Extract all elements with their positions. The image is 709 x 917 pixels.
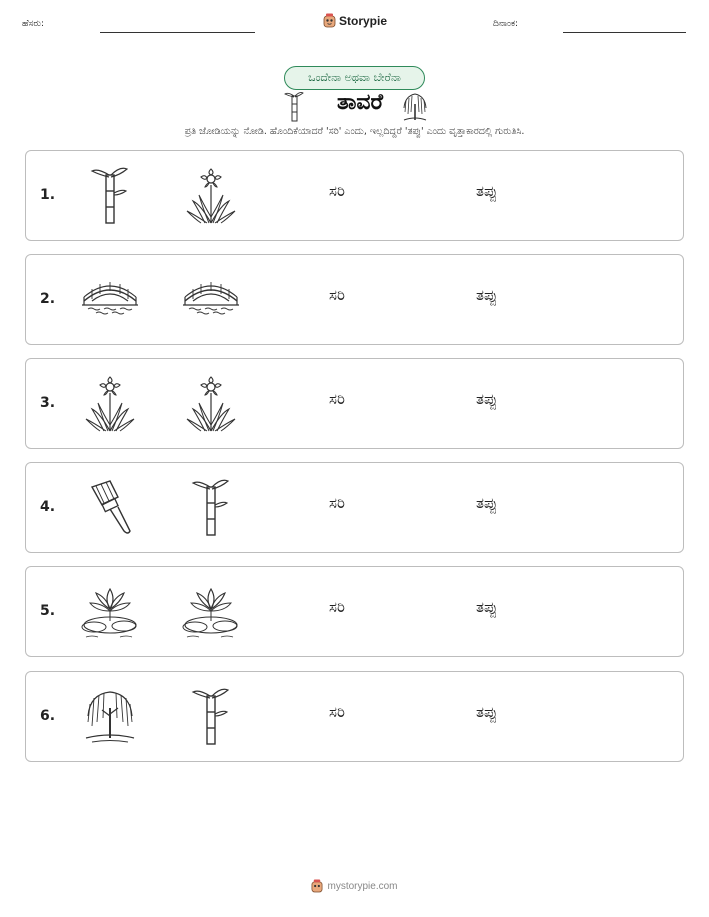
option-correct[interactable]: ಸರಿ — [329, 703, 345, 721]
title-row — [280, 88, 440, 124]
worksheet-header — [0, 0, 709, 50]
question-number: 1. — [40, 187, 56, 203]
worksheet-title: ತಾವರೆ — [336, 90, 384, 115]
option-wrong[interactable]: ತಪ್ಪು — [476, 286, 498, 304]
option-correct[interactable]: ಸರಿ — [329, 390, 345, 408]
storypie-mascot-icon — [311, 879, 323, 893]
option-correct[interactable]: ಸರಿ — [329, 494, 345, 512]
bamboo-icon — [284, 90, 304, 122]
name-label: ಹೆಸರು: — [22, 19, 45, 29]
question-number: 4. — [40, 499, 56, 515]
date-field-line — [563, 32, 686, 33]
option-wrong[interactable]: ತಪ್ಪು — [476, 494, 498, 512]
willow-tree-icon — [400, 90, 430, 122]
lotus-icon — [181, 581, 241, 641]
option-correct[interactable]: ಸರಿ — [329, 182, 345, 200]
footer-site-link[interactable]: mystorypie.com — [327, 880, 398, 892]
instructions-text: ಪ್ರತಿ ಜೋಡಿಯನ್ನು ನೋಡಿ. ಹೊಂದಿಕೆಯಾದರೆ 'ಸರಿ' ಎಂದು, ಇಲ್ಲದಿದ್ದರೆ 'ತಪ್ಪು' ಎಂದು ವೃತ್ತಾಕಾರದಲ್ಲಿ ಗುರುತಿಸಿ. — [184, 126, 525, 137]
question-row-2 — [25, 254, 684, 345]
question-row-6 — [25, 671, 684, 762]
option-correct[interactable]: ಸರಿ — [329, 286, 345, 304]
option-wrong[interactable]: ತಪ್ಪು — [476, 182, 498, 200]
lotus-icon — [80, 581, 140, 641]
storypie-mascot-icon — [323, 13, 336, 28]
bridge-icon — [80, 269, 140, 329]
bamboo-icon — [181, 686, 241, 746]
daffodil-icon — [181, 165, 241, 225]
bamboo-icon — [181, 477, 241, 537]
bamboo-icon — [80, 165, 140, 225]
name-field-line — [100, 32, 255, 33]
brand-name: Storypie — [339, 13, 388, 28]
daffodil-icon — [80, 373, 140, 433]
footer — [0, 879, 709, 893]
option-wrong[interactable]: ತಪ್ಪು — [476, 703, 498, 721]
brand-logo — [323, 13, 387, 28]
option-wrong[interactable]: ತಪ್ಪು — [476, 390, 498, 408]
bridge-icon — [181, 269, 241, 329]
question-row-4 — [25, 462, 684, 553]
question-row-5 — [25, 566, 684, 657]
option-correct[interactable]: ಸರಿ — [329, 598, 345, 616]
option-wrong[interactable]: ತಪ್ಪು — [476, 598, 498, 616]
paintbrush-icon — [80, 477, 140, 537]
daffodil-icon — [181, 373, 241, 433]
question-number: 2. — [40, 291, 56, 307]
date-label: ದಿನಾಂಕ: — [493, 19, 519, 29]
activity-badge: ಒಂದೇನಾ ಅಥವಾ ಬೇರೆನಾ — [284, 66, 425, 90]
question-number: 3. — [40, 395, 56, 411]
question-row-1 — [25, 150, 684, 241]
question-row-3 — [25, 358, 684, 449]
willow-tree-icon — [80, 686, 140, 746]
question-number: 6. — [40, 708, 56, 724]
question-number: 5. — [40, 603, 56, 619]
